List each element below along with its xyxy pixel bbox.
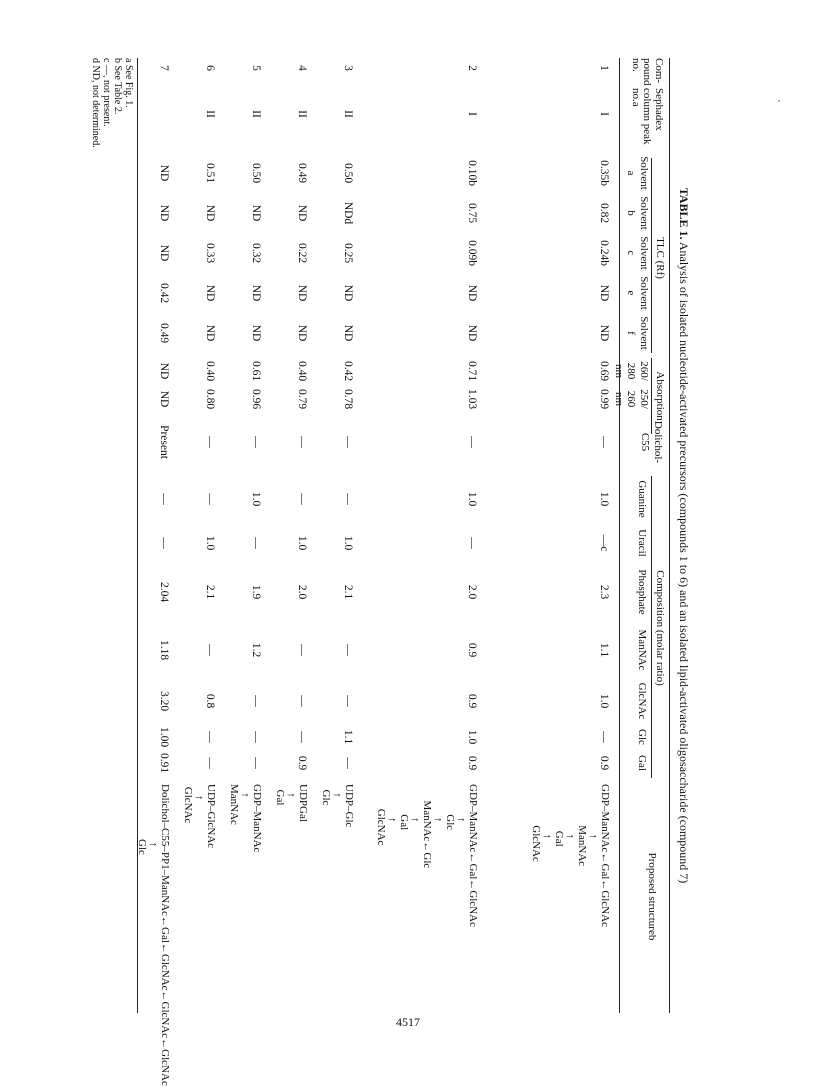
- cell-guanine: —: [296, 493, 308, 505]
- cell-glc: 1.1: [342, 729, 354, 745]
- cell-phosphate: 2.1: [204, 584, 216, 600]
- cell-solvent-b: ND: [296, 204, 308, 222]
- cell-abs-250-260: 0.79: [296, 388, 308, 410]
- cell-glc: 1.00: [158, 726, 170, 748]
- footnote: b See Table 2.: [112, 58, 123, 115]
- cell-solvent-f: ND: [204, 324, 216, 342]
- col-header-glcnac: GlcNAc: [636, 682, 648, 720]
- cell-phosphate: 2.0: [466, 584, 478, 600]
- cell-gal: 0.9: [466, 755, 478, 771]
- cell-solvent-a: 0.49: [296, 162, 308, 184]
- cell-dolichol: —: [250, 436, 262, 448]
- cell-solvent-e: ND: [342, 284, 354, 302]
- cell-solvent-f: ND: [296, 324, 308, 342]
- cell-dolichol: Present: [158, 425, 170, 459]
- cell-uracil: —: [466, 537, 478, 549]
- cell-phosphate: 1.9: [250, 584, 262, 600]
- cell-structure: UDPGal ↑ Gal: [273, 784, 309, 822]
- cell-abs-250-260: 0.99: [598, 388, 610, 410]
- cell-guanine: —: [204, 493, 216, 505]
- cell-structure: UDP–Glc ↑ Glc: [319, 784, 355, 828]
- cell-solvent-c: 0.32: [250, 242, 262, 264]
- cell-gal: 0.9: [598, 755, 610, 771]
- cell-mannac: 0.9: [466, 642, 478, 658]
- cell-abs-260-280: 0.42: [342, 360, 354, 382]
- cell-abs-260-280: 0.40: [296, 360, 308, 382]
- cell-solvent-f: ND: [598, 324, 610, 342]
- cell-abs-250-260: 0.96: [250, 388, 262, 410]
- cell-mannac: —: [296, 644, 308, 656]
- cell-mannac: —: [342, 644, 354, 656]
- cell-guanine: —: [158, 493, 170, 505]
- top-rule: [669, 58, 670, 1013]
- table-caption: TABLE 1. Analysis of isolated nucleotide-activated precursors (compounds 1 to 6) and an isolated lipid-activated oligosaccharide (compound 7): [677, 187, 691, 884]
- cell-dolichol: —: [598, 436, 610, 448]
- cell-gal: 0.9: [296, 755, 308, 771]
- cell-sephadex: II: [342, 110, 354, 118]
- cell-solvent-f: ND: [342, 324, 354, 342]
- cell-glcnac: 0.9: [466, 693, 478, 709]
- cell-solvent-c: 0.09b: [466, 240, 478, 266]
- cell-compound: 5: [250, 65, 262, 71]
- col-header-mannac: ManNAc: [636, 629, 648, 671]
- cell-uracil: 1.0: [342, 535, 354, 551]
- cell-solvent-e: ND: [466, 284, 478, 302]
- col-header-dolichol: Dolichol- C55: [639, 420, 664, 464]
- cell-dolichol: —: [204, 436, 216, 448]
- cell-solvent-a: ND: [158, 164, 170, 182]
- footnote: d ND, not determined.: [90, 58, 101, 148]
- header-rule: [619, 58, 620, 1013]
- cell-guanine: 1.0: [466, 491, 478, 507]
- tlc-group-header: TLC (Rf): [654, 237, 666, 279]
- cell-solvent-e: ND: [250, 284, 262, 302]
- cell-solvent-b: 0.75: [466, 202, 478, 224]
- cell-glc: —: [250, 731, 262, 743]
- cell-compound: 1: [598, 65, 610, 71]
- col-header-solvent-c: Solvent c: [625, 236, 650, 270]
- cell-solvent-e: 0.42: [158, 282, 170, 304]
- cell-uracil: —: [158, 537, 170, 549]
- cell-solvent-c: 0.22: [296, 242, 308, 264]
- cell-abs-250-260: 1.03: [466, 388, 478, 410]
- cell-mannac: 1.2: [250, 642, 262, 658]
- cell-mannac: 1.18: [158, 639, 170, 661]
- col-header-abs-260-280: 260/ 280 nm: [612, 361, 650, 381]
- cell-uracil: —c: [598, 534, 610, 552]
- cell-solvent-f: 0.49: [158, 322, 170, 344]
- footnote: c —, not present.: [101, 58, 112, 127]
- cell-solvent-e: ND: [204, 284, 216, 302]
- cell-guanine: —: [342, 493, 354, 505]
- cell-gal: —: [204, 757, 216, 769]
- cell-solvent-b: NDd: [342, 201, 354, 225]
- cell-mannac: 1.1: [598, 642, 610, 658]
- cell-solvent-c: 0.25: [342, 242, 354, 264]
- cell-phosphate: 2.04: [158, 581, 170, 603]
- cell-glcnac: 1.0: [598, 693, 610, 709]
- cell-solvent-c: 0.33: [204, 242, 216, 264]
- cell-compound: 4: [296, 65, 308, 71]
- cell-solvent-c: ND: [158, 244, 170, 262]
- cell-abs-260-280: ND: [158, 362, 170, 380]
- cell-glc: 1.0: [466, 729, 478, 745]
- cell-glc: —: [598, 731, 610, 743]
- cell-dolichol: —: [342, 436, 354, 448]
- cell-compound: 6: [204, 65, 216, 71]
- cell-sephadex: II: [296, 110, 308, 118]
- col-header-phosphate: Phosphate: [636, 569, 648, 615]
- cell-solvent-b: ND: [250, 204, 262, 222]
- cell-dolichol: —: [296, 436, 308, 448]
- col-header-uracil: Uracil: [636, 529, 648, 557]
- cell-glc: —: [296, 731, 308, 743]
- cell-structure: GDP–ManNAc←Gal←GlcNAc ↑ Glc ↑ ManNAc←Glc ↑ Gal ↑ GlcNAc: [374, 784, 479, 927]
- cell-gal: —: [342, 757, 354, 769]
- cell-mannac: —: [204, 644, 216, 656]
- cell-abs-260-280: 0.61: [250, 360, 262, 382]
- col-header-abs-250-260: 250/ 260 nm: [612, 389, 650, 409]
- cell-solvent-a: 0.35b: [598, 160, 610, 186]
- cell-abs-260-280: 0.69: [598, 360, 610, 382]
- cell-gal: 0.91: [158, 752, 170, 774]
- cell-glc: —: [204, 731, 216, 743]
- cell-uracil: 1.0: [204, 535, 216, 551]
- cell-dolichol: —: [466, 436, 478, 448]
- cell-compound: 3: [342, 65, 354, 71]
- cell-solvent-f: ND: [250, 324, 262, 342]
- cell-guanine: 1.0: [250, 491, 262, 507]
- cell-sephadex: I: [466, 112, 478, 116]
- cell-structure: GDP–ManNAc ↑ ManNAc: [227, 784, 263, 853]
- cell-solvent-a: 0.50: [342, 162, 354, 184]
- cell-sephadex: II: [250, 110, 262, 118]
- col-header-solvent-b: Solvent b: [625, 196, 650, 230]
- cell-phosphate: 2.3: [598, 584, 610, 600]
- cell-gal: —: [250, 757, 262, 769]
- cell-glcnac: —: [250, 695, 262, 707]
- composition-group-header: Composition (molar ratio): [654, 570, 666, 686]
- page-number: 4517: [396, 1015, 420, 1029]
- cell-structure: GDP–ManNAc←Gal←GlcNAc ↑ ManNAc ↑ Gal ↑ GlcNAc: [529, 784, 611, 927]
- cell-sephadex: I: [598, 112, 610, 116]
- cell-solvent-b: ND: [158, 204, 170, 222]
- cell-phosphate: 2.1: [342, 584, 354, 600]
- cell-solvent-f: ND: [466, 324, 478, 342]
- cell-structure: UDP–GlcNAc ↑ GlcNAc: [181, 784, 217, 849]
- footnote: a See Fig. 1.: [123, 58, 134, 108]
- cell-abs-250-260: ND: [158, 390, 170, 408]
- cell-abs-260-280: 0.71: [466, 360, 478, 382]
- cell-solvent-e: ND: [598, 284, 610, 302]
- cell-glcnac: —: [342, 695, 354, 707]
- cell-solvent-a: 0.51: [204, 162, 216, 184]
- tlc-rule: [651, 158, 652, 353]
- absorption-group-header: Absorption: [654, 371, 666, 421]
- cell-solvent-c: 0.24b: [598, 240, 610, 266]
- cell-phosphate: 2.0: [296, 584, 308, 600]
- col-header-glc: Glc: [636, 729, 648, 745]
- cell-glcnac: 3.20: [158, 690, 170, 712]
- cell-abs-250-260: 0.78: [342, 388, 354, 410]
- bottom-rule: [137, 58, 138, 1013]
- cell-solvent-a: 0.50: [250, 162, 262, 184]
- cell-compound: 7: [158, 65, 170, 71]
- col-header-compound: Com- pound no.: [629, 58, 665, 86]
- cell-uracil: 1.0: [296, 535, 308, 551]
- cell-glcnac: —: [296, 695, 308, 707]
- cell-solvent-b: ND: [204, 204, 216, 222]
- col-header-solvent-e: Solvent e: [625, 276, 650, 310]
- composition-rule: [651, 476, 652, 778]
- cell-uracil: —: [250, 537, 262, 549]
- cell-solvent-e: ND: [296, 284, 308, 302]
- cell-solvent-a: 0.10b: [466, 160, 478, 186]
- cell-guanine: 1.0: [598, 491, 610, 507]
- col-header-sephadex: Sephadex column peak no.a: [629, 88, 665, 145]
- cell-sephadex: II: [204, 110, 216, 118]
- cell-abs-250-260: 0.80: [204, 388, 216, 410]
- col-header-structure: Proposed structureb: [646, 852, 658, 941]
- cell-structure: Dolichol–C55–PP1–ManNAc←Gal←GlcNAc←GlcNAc←GlcNAc ↑ Glc: [135, 784, 171, 1086]
- col-header-gal: Gal: [636, 755, 648, 771]
- cell-compound: 2: [466, 65, 478, 71]
- col-header-solvent-f: Solvent f: [625, 316, 650, 350]
- cell-solvent-b: 0.82: [598, 202, 610, 224]
- cell-glcnac: 0.8: [204, 693, 216, 709]
- scan-speck: [778, 100, 780, 102]
- col-header-solvent-a: Solvent a: [625, 156, 650, 190]
- cell-abs-260-280: 0.40: [204, 360, 216, 382]
- col-header-guanine: Guanine: [636, 480, 648, 518]
